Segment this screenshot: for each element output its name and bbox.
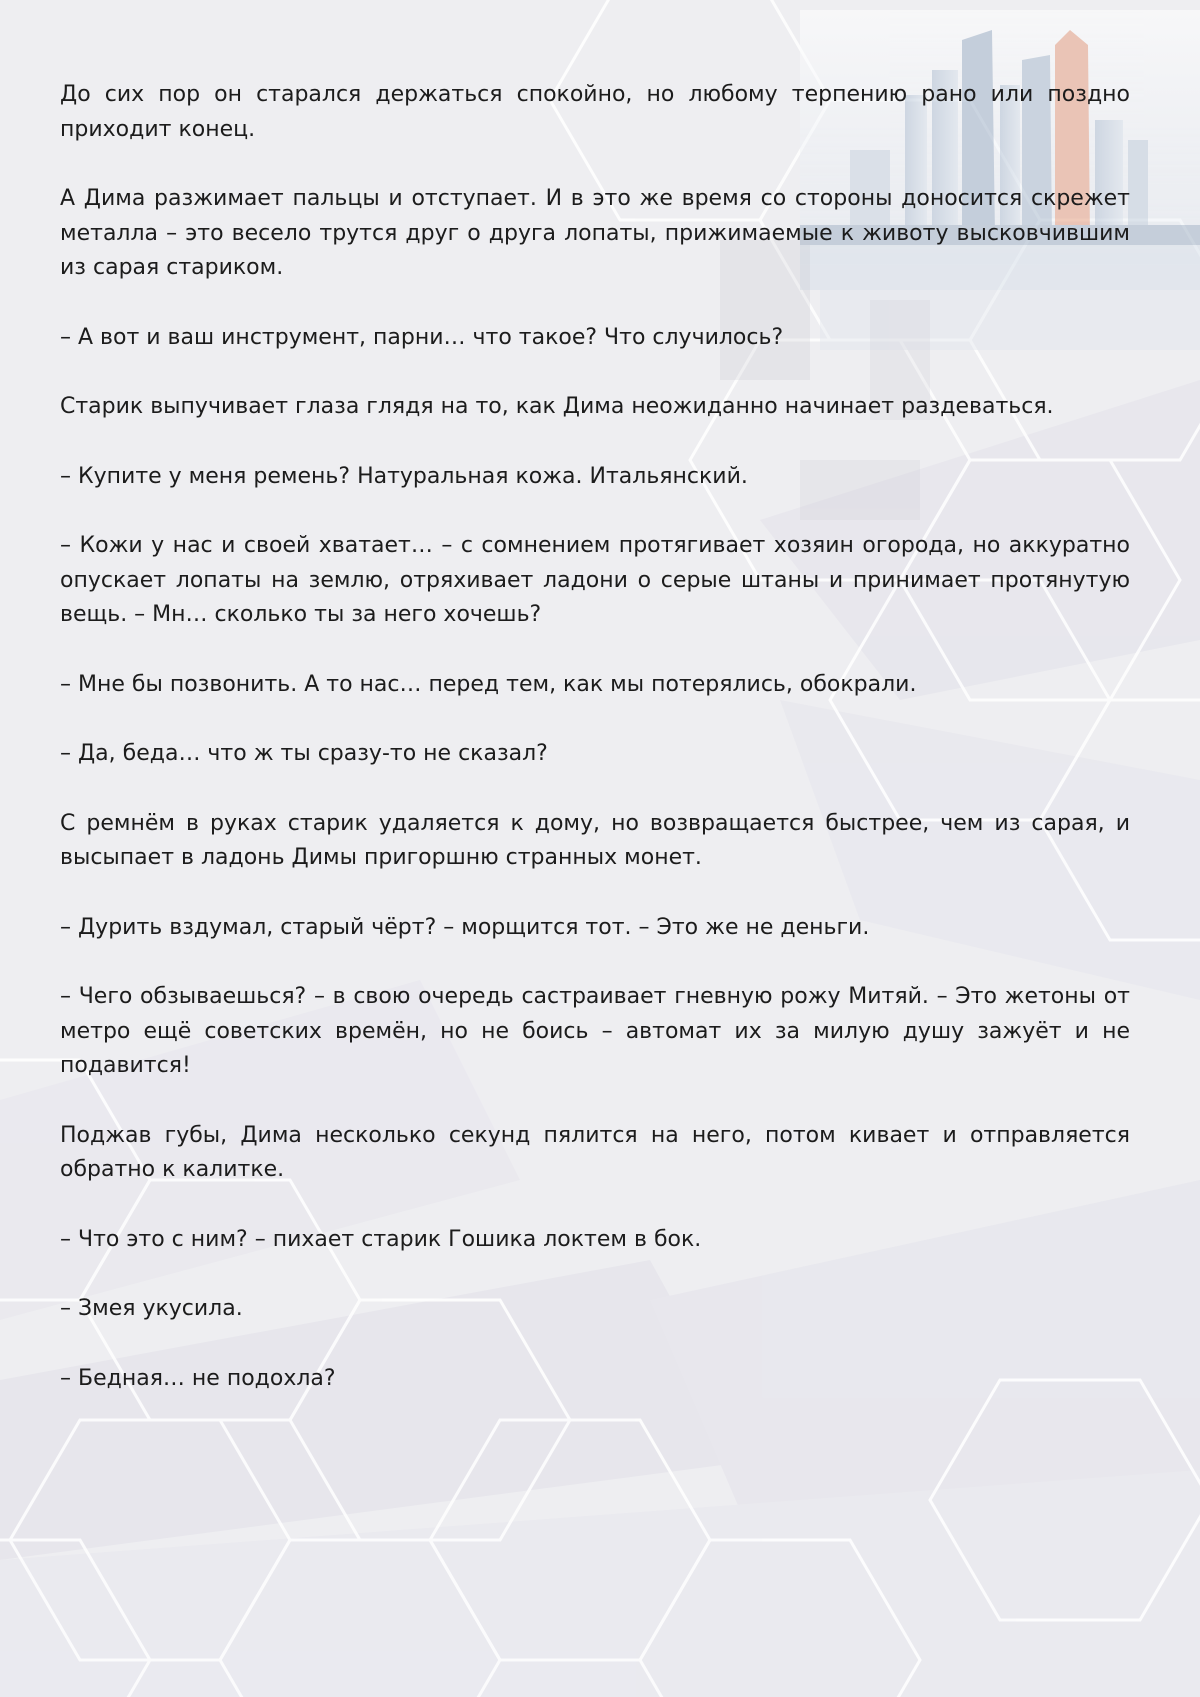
paragraph: – Купите у меня ремень? Натуральная кожа. Итальянский. xyxy=(60,463,748,489)
paragraph: С ремнём в руках старик удаляется к дому, но возвращается быстрее, чем из сарая, и высыпает в ладонь Димы пригоршню странных монет. xyxy=(60,810,1130,870)
paragraph: Поджав губы, Дима несколько секунд пялится на него, потом кивает и отправляется обратно к калитке. xyxy=(60,1122,1130,1182)
paragraph: – Змея укусила. xyxy=(60,1296,243,1321)
paragraph: – Дурить вздумал, старый чёрт? – морщится тот. – Это же не деньги. xyxy=(60,914,870,940)
paragraph: – Кожи у нас и своей хватает… – с сомнением протягивает хозяин огорода, но аккуратно опускает лопаты на землю, отряхивает ладони о серые штаны и принимает протянутую вещь. – Мн… сколько ты за него хочешь? xyxy=(60,533,1130,627)
document-body xyxy=(60,78,1130,1431)
paragraph: До сих пор он старался держаться спокойно, но любому терпению рано или поздно приходит конец. xyxy=(60,82,1130,142)
paragraph: – Чего обзываешься? – в свою очередь састраивает гневную рожу Митяй. – Это жетоны от метро ещё советских времён, но не боись – автомат их за милую душу зажуёт и не подавится! xyxy=(60,984,1130,1078)
paragraph: – Бедная… не подохла? xyxy=(60,1365,336,1391)
paragraph: – Что это с ним? – пихает старик Гошика локтем в бок. xyxy=(60,1226,702,1252)
paragraph: – Да, беда… что ж ты сразу-то не сказал? xyxy=(60,741,548,766)
paragraph: – Мне бы позвонить. А то нас… перед тем, как мы потерялись, обокрали. xyxy=(60,671,917,697)
paragraph: А Дима разжимает пальцы и отступает. И в это же время со стороны доносится скрежет металла – это весело трутся друг о друга лопаты, прижимаемые к животу высковчившим из сарая стариком. xyxy=(60,186,1130,280)
paragraph: Старик выпучивает глаза глядя на то, как Дима неожиданно начинает раздеваться. xyxy=(60,394,1054,419)
paragraph: – А вот и ваш инструмент, парни… что такое? Что случилось? xyxy=(60,324,784,350)
